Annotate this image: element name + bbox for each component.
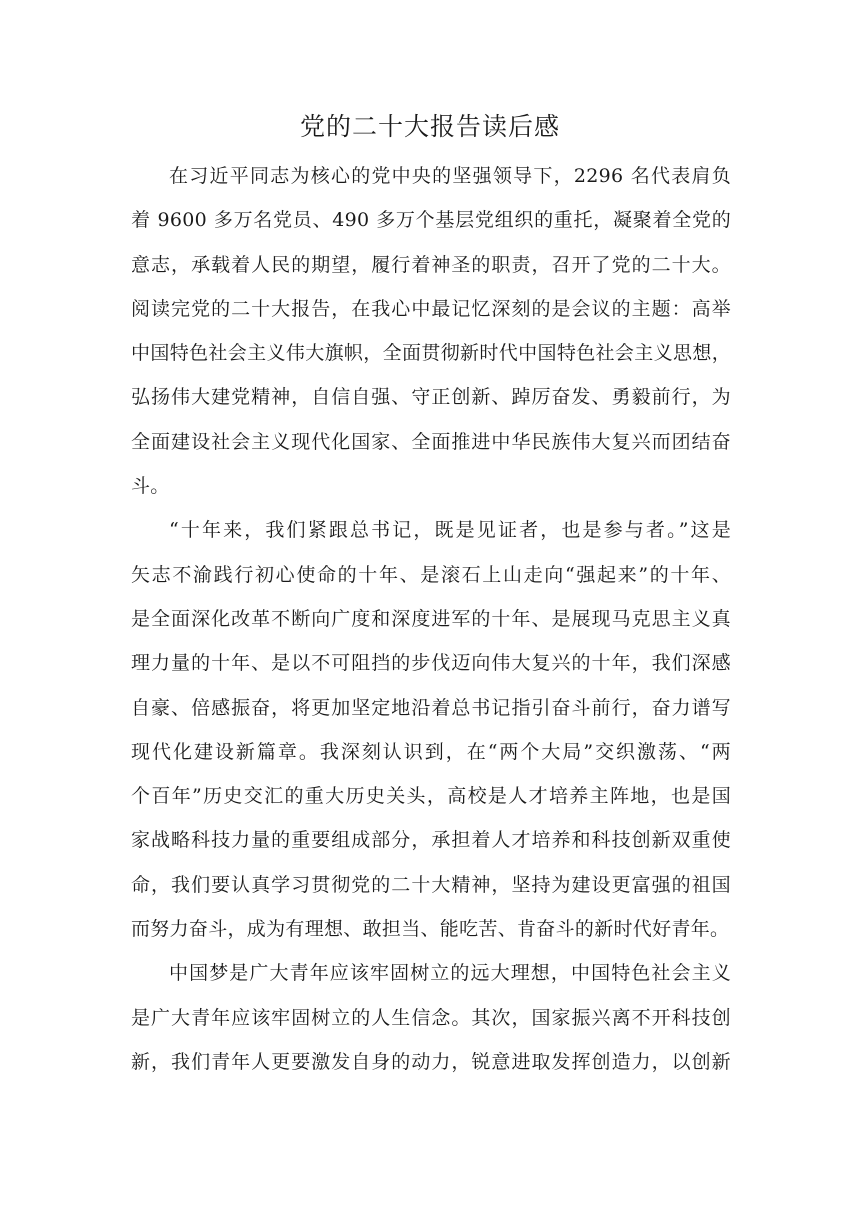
paragraph-2-line-8: 家战略科技力量的重要组成部分，承担着人才培养和科技创新双重使 [131, 829, 731, 852]
paragraph-2-line-4: 理力量的十年、是以不可阻挡的步伐迈向伟大复兴的十年，我们深感 [131, 652, 731, 675]
paragraph-2-line-3: 是全面深化改革不断向广度和深度进军的十年、是展现马克思主义真 [131, 607, 731, 630]
paragraph-2-line-9: 命，我们要认真学习贯彻党的二十大精神，坚持为建设更富强的祖国 [131, 873, 731, 896]
paragraph-1-line-8: 斗。 [131, 475, 170, 498]
paragraph-3-line-1: 中国梦是广大青年应该牢固树立的远大理想，中国特色社会主义 [169, 962, 731, 985]
paragraph-1-line-5: 中国特色社会主义伟大旗帜，全面贯彻新时代中国特色社会主义思想， [131, 342, 731, 365]
paragraph-3-line-2: 是广大青年应该牢固树立的人生信念。其次，国家振兴离不开科技创 [131, 1006, 731, 1029]
paragraph-1-line-1: 在习近平同志为核心的党中央的坚强领导下，2296 名代表肩负 [169, 165, 731, 187]
paragraph-3-line-3: 新，我们青年人更要激发自身的动力，锐意进取发挥创造力，以创新 [131, 1050, 731, 1073]
paragraph-2-line-6: 现代化建设新篇章。我深刻认识到，在“两个大局”交织激荡、“两 [131, 740, 731, 763]
document-body [131, 154, 731, 1084]
document-title: 党的二十大报告读后感 [299, 112, 560, 141]
paragraph-2-line-10: 而努力奋斗，成为有理想、敢担当、能吃苦、肯奋斗的新时代好青年。 [131, 918, 730, 941]
paragraph-2-line-5: 自豪、倍感振奋，将更加坚定地沿着总书记指引奋斗前行，奋力谱写 [131, 696, 731, 719]
paragraph-2-line-7: 个百年”历史交汇的重大历史关头，高校是人才培养主阵地，也是国 [131, 785, 731, 808]
paragraph-2-line-2: 矢志不渝践行初心使命的十年、是滚石上山走向“强起来”的十年、 [131, 563, 731, 586]
paragraph-1-line-2: 着 9600 多万名党员、490 多万个基层党组织的重托，凝聚着全党的 [131, 209, 731, 232]
paragraph-2-line-1: “十年来，我们紧跟总书记，既是见证者，也是参与者。”这是 [169, 519, 731, 542]
paragraph-1-line-3: 意志，承载着人民的期望，履行着神圣的职责，召开了党的二十大。 [131, 253, 731, 276]
paragraph-1-line-7: 全面建设社会主义现代化国家、全面推进中华民族伟大复兴而团结奋 [131, 430, 731, 453]
paragraph-1-line-6: 弘扬伟大建党精神，自信自强、守正创新、踔厉奋发、勇毅前行，为 [131, 386, 731, 409]
paragraph-1-line-4: 阅读完党的二十大报告，在我心中最记忆深刻的是会议的主题：高举 [131, 297, 731, 320]
